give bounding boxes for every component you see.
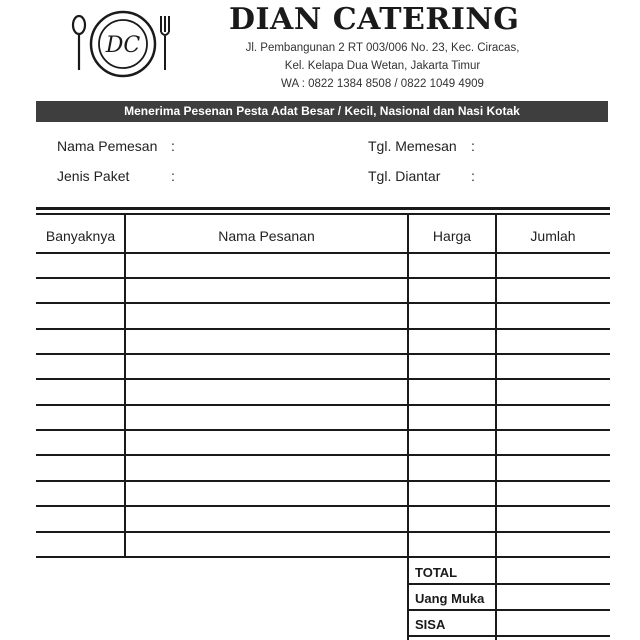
header-harga: Harga [432,228,472,244]
jenis-paket-colon: : [171,168,175,184]
spoon-icon [73,16,85,70]
header-jumlah: Jumlah [530,228,576,244]
tgl-memesan-colon: : [471,138,475,154]
header-nama-pesanan: Nama Pesanan [218,228,315,244]
row-line [36,505,610,507]
phone-line: WA : 0822 1384 8508 / 0822 1049 4909 [281,78,484,90]
row-line [36,454,610,456]
jenis-paket-label: Jenis Paket [57,168,130,184]
sisa-label: SISA [415,617,446,632]
row-line [36,556,610,558]
services-banner: Menerima Pesenan Pesta Adat Besar / Kecil, Nasional dan Nasi Kotak [36,101,608,122]
tgl-diantar-label: Tgl. Diantar [368,168,441,184]
row-line [36,404,610,406]
row-line [36,302,610,304]
row-line [36,531,610,533]
totals-line [407,609,610,611]
tgl-diantar-colon: : [471,168,475,184]
logo-monogram: DC [105,33,141,58]
logo-graphic [68,10,178,78]
total-label: TOTAL [415,565,458,580]
address-line-1: Jl. Pembangunan 2 RT 003/006 No. 23, Kec. Ciracas, [245,42,520,54]
tgl-memesan-label: Tgl. Memesan [368,138,457,154]
nama-pemesan-colon: : [171,138,175,154]
row-line [36,252,610,254]
row-line [36,277,610,279]
totals-line [407,583,610,585]
row-line [36,378,610,380]
uang-muka-label: Uang Muka [415,591,485,606]
row-line [36,480,610,482]
fork-icon [161,16,169,70]
catering-logo [68,10,178,78]
row-line [36,429,610,431]
totals-line [407,635,610,637]
row-line [36,328,610,330]
table-top-rule-inner [36,213,610,215]
table-top-rule [36,207,610,210]
nama-pemesan-label: Nama Pemesan [57,138,158,154]
header-banyaknya: Banyaknya [45,228,116,244]
row-line [36,353,610,355]
address-line-2: Kel. Kelapa Dua Wetan, Jakarta Timur [284,60,481,72]
business-name: DIAN CATERING [229,2,520,37]
